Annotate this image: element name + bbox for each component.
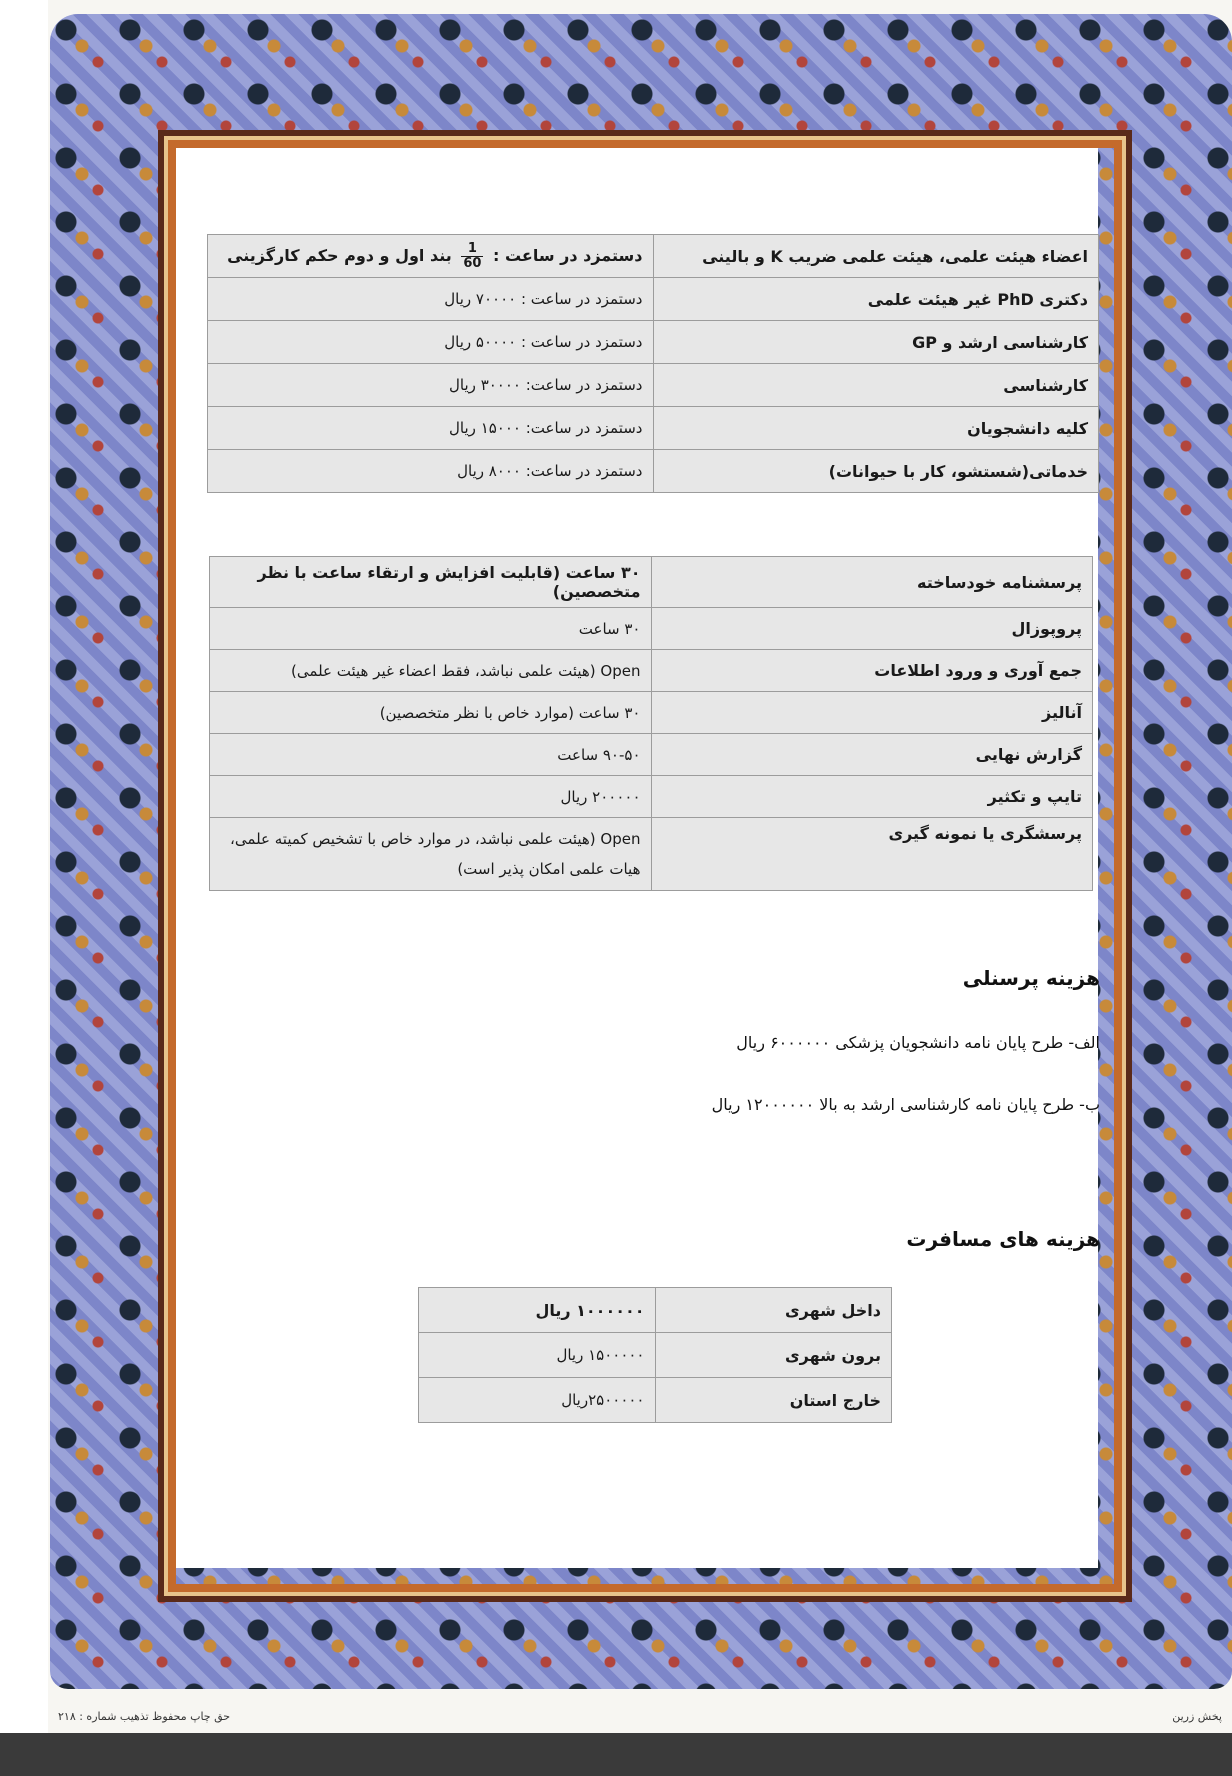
table-row [208,450,1099,493]
fraction-numerator: 1 [461,242,483,257]
rate-value-cell: دستمزد در ساعت : ۵۰۰۰۰ ریال [208,321,654,364]
travel-value-cell: ۲۵۰۰۰۰۰ریال [419,1378,656,1423]
travel-label-cell: برون شهری [655,1333,892,1378]
travel-heading: هزینه های مسافرت [906,1227,1100,1251]
rate-value-cell: دستمزد در ساعت: ۱۵۰۰۰ ریال [208,407,654,450]
task-cell: گزارش نهایی [651,734,1093,776]
rate-role-cell: کارشناسی [653,364,1099,407]
table-row [208,407,1099,450]
table-row [210,776,1093,818]
travel-label-cell: خارج استان [655,1378,892,1423]
table-row [210,650,1093,692]
table-row [210,734,1093,776]
travel-value-cell: ۱۵۰۰۰۰۰ ریال [419,1333,656,1378]
personnel-item: الف- طرح پایان نامه دانشجویان پزشکی ۶۰۰۰۰۰۰ ریال [736,1033,1100,1052]
rate-value-cell: دستمزد در ساعت: ۳۰۰۰۰ ریال [208,364,654,407]
rate-value-cell: دستمزد در ساعت: ۸۰۰۰ ریال [208,450,654,493]
rate-role-cell: اعضاء هیئت علمی، هیئت علمی ضریب K و بالینی [653,235,1099,278]
table-row [208,321,1099,364]
task-cell: پرسشگری یا نمونه گیری [651,818,1093,891]
rate-role-cell: خدماتی(شستشو، کار با حیوانات) [653,450,1099,493]
task-value-cell: ۲۰۰۰۰۰ ریال [210,776,652,818]
table-row [419,1378,892,1423]
table-row [208,235,1099,278]
personnel-heading: هزینه پرسنلی [962,966,1100,990]
rate-value-cell [208,235,654,278]
fraction-denominator: 60 [463,255,482,271]
task-value-cell: ۳۰ ساعت (موارد خاص با نظر متخصصین) [210,692,652,734]
task-value-cell: ۳۰ ساعت [210,608,652,650]
task-value-cell: ۹۰-۵۰ ساعت [210,734,652,776]
table-row [419,1288,892,1333]
table-row [210,608,1093,650]
task-cell: پرسشنامه خودساخته [651,557,1093,608]
table-row [208,364,1099,407]
rate-role-cell: دکتری PhD غیر هیئت علمی [653,278,1099,321]
footer-copyright: حق چاپ محفوظ تذهیب شماره : ۲۱۸ [58,1710,231,1723]
rates-table [207,234,1099,493]
task-value-cell: Open (هیئت علمی نباشد، در موارد خاص با تشخیص کمیته علمی، هیات علمی امکان پذیر است) [210,818,652,891]
margin-strip [0,0,48,1733]
personnel-item: ب- طرح پایان نامه کارشناسی ارشد به بالا ۱۲۰۰۰۰۰۰ ریال [711,1095,1100,1114]
table-row [208,278,1099,321]
fraction [461,242,483,271]
footer-publisher: پخش زرین [1172,1710,1222,1723]
task-cell: جمع آوری و ورود اطلاعات [651,650,1093,692]
table-row [210,818,1093,891]
task-cell: تایپ و تکثیر [651,776,1093,818]
rate-role-cell: کلیه دانشجویان [653,407,1099,450]
rate-value-cell: دستمزد در ساعت : ۷۰۰۰۰ ریال [208,278,654,321]
travel-value-cell: ۱۰۰۰۰۰۰ ریال [419,1288,656,1333]
travel-label-cell: داخل شهری [655,1288,892,1333]
table-row [419,1333,892,1378]
table-row [210,692,1093,734]
scan-bottom-edge [0,1733,1232,1776]
table-row [210,557,1093,608]
tasks-table [209,556,1093,891]
rate-role-cell: کارشناسی ارشد و GP [653,321,1099,364]
rate-prefix: دستمزد در ساعت : [492,245,643,265]
task-value-cell: Open (هیئت علمی نباشد، فقط اعضاء غیر هیئت علمی) [210,650,652,692]
task-cell: پروپوزال [651,608,1093,650]
rate-suffix: بند اول و دوم حکم کارگزینی [227,245,452,265]
task-value-cell: ۳۰ ساعت (قابلیت افزایش و ارتقاء ساعت با نظر متخصصین) [210,557,652,608]
travel-table [418,1287,892,1423]
task-cell: آنالیز [651,692,1093,734]
